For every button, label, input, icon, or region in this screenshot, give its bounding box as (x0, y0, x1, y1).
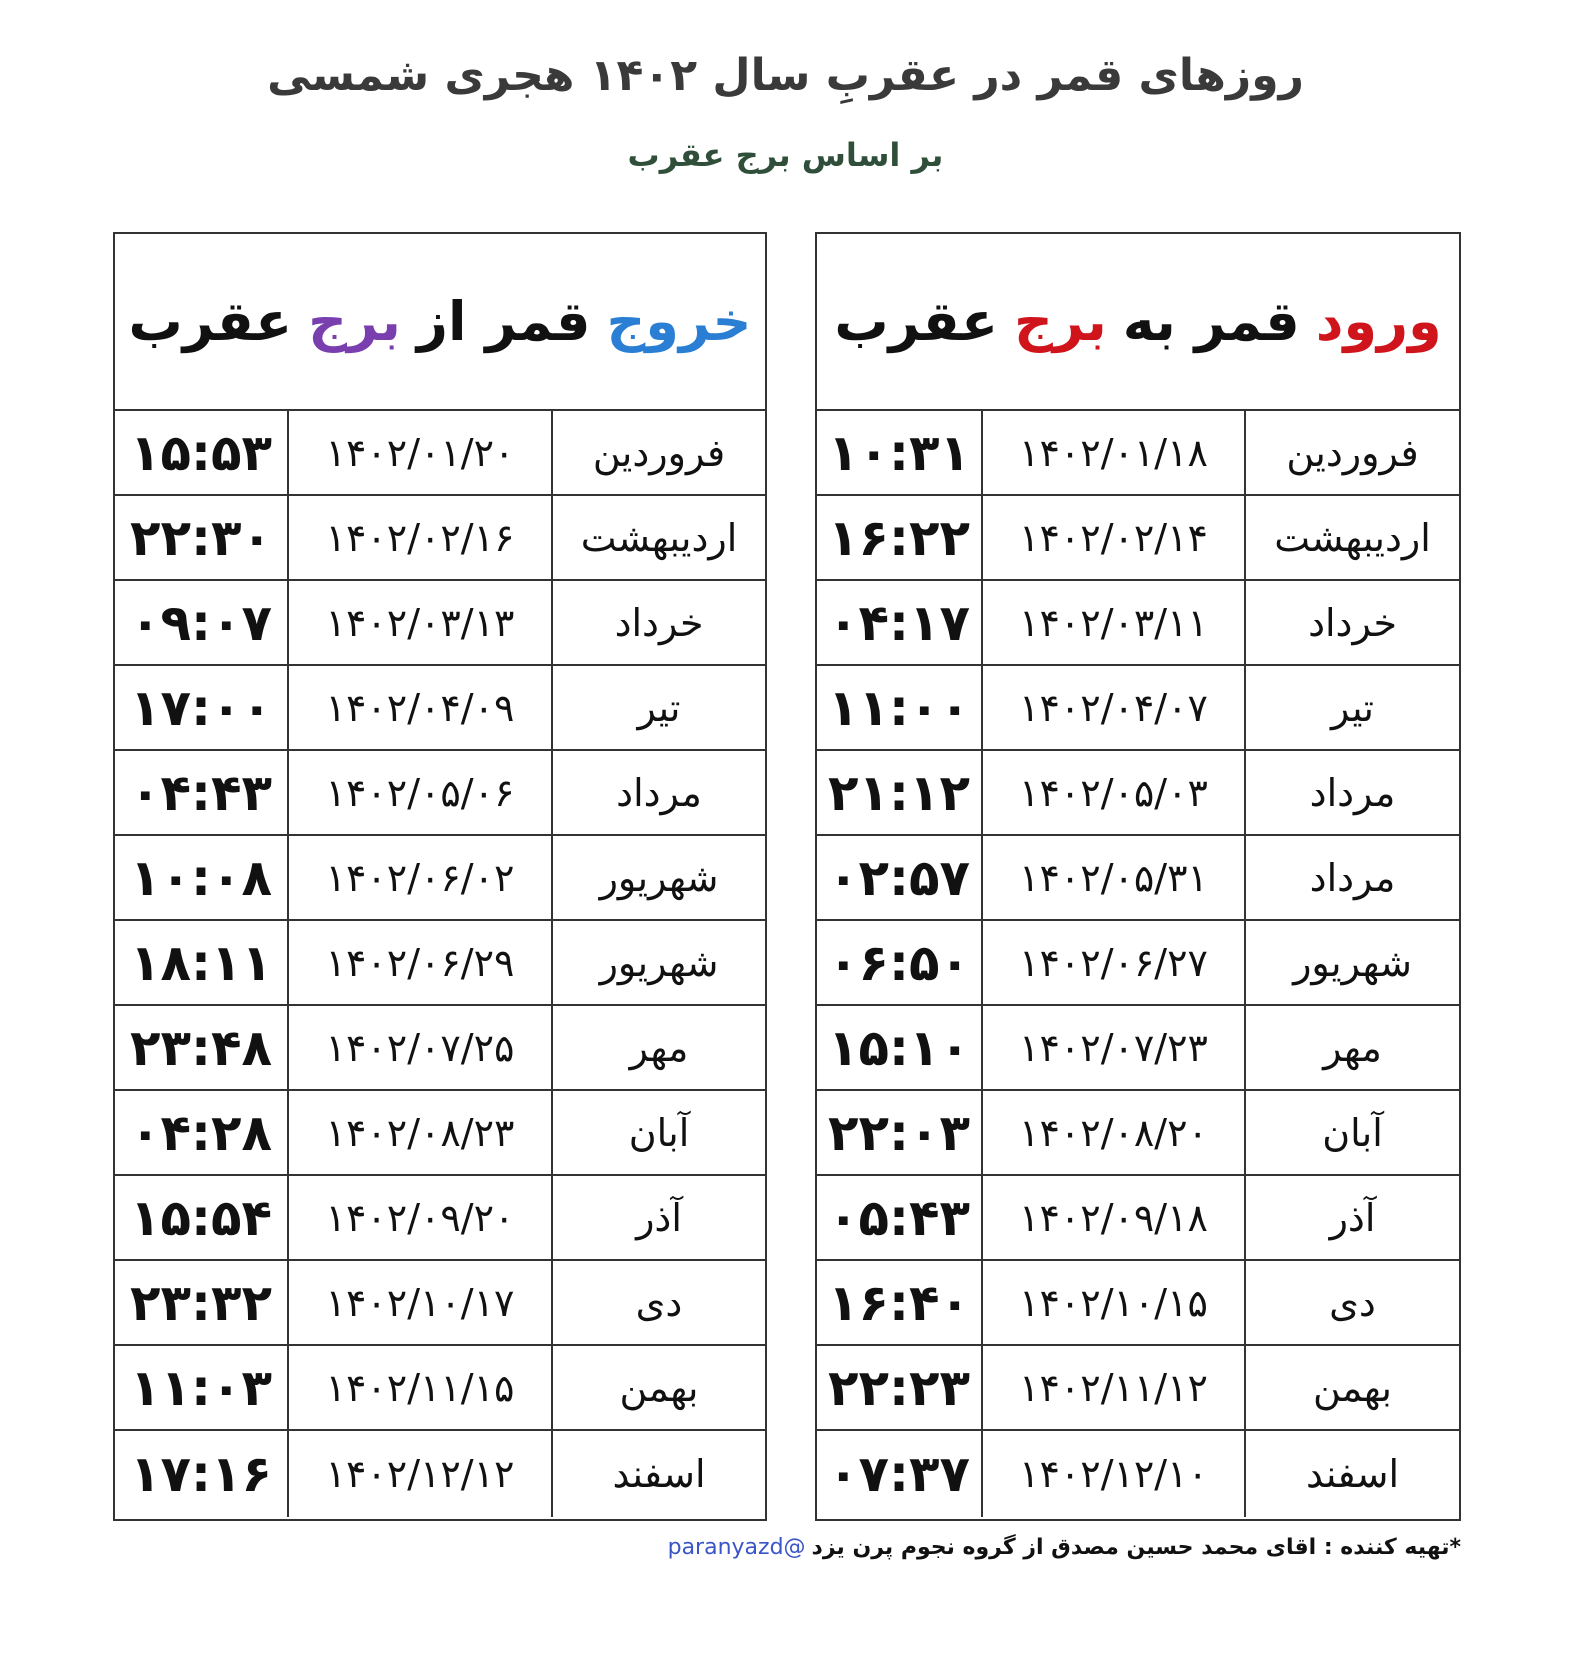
social-handle: @paranyazd (667, 1535, 806, 1560)
date-cell: ۱۴۰۲/۰۷/۲۳ (981, 1006, 1244, 1089)
time-cell: ۲۲:۳۰ (129, 508, 273, 567)
time-cell: ۰۴:۲۸ (129, 1103, 273, 1162)
date-cell: ۱۴۰۲/۰۷/۲۵ (287, 1006, 551, 1089)
entry-table-heading (817, 234, 1459, 411)
time-cell: ۲۳:۳۲ (129, 1273, 273, 1332)
date-cell: ۱۴۰۲/۰۵/۰۳ (981, 751, 1244, 834)
month-cell: بهمن (1244, 1346, 1459, 1429)
date-cell: ۱۴۰۲/۰۶/۰۲ (287, 836, 551, 919)
exit-table (113, 232, 767, 1521)
table-row (817, 921, 1459, 1006)
month-cell: مهر (1244, 1006, 1459, 1089)
page-title: روزهای قمر در عقربِ سال ۱۴۰۲ هجری شمسی (267, 50, 1304, 101)
table-row (817, 411, 1459, 496)
month-cell: شهریور (1244, 921, 1459, 1004)
date-cell: ۱۴۰۲/۰۶/۲۹ (287, 921, 551, 1004)
time-cell: ۲۱:۱۲ (827, 763, 971, 822)
date-cell: ۱۴۰۲/۰۲/۱۶ (287, 496, 551, 579)
table-row (817, 581, 1459, 666)
time-cell: ۱۷:۱۶ (129, 1445, 273, 1503)
time-cell: ۰۷:۳۷ (827, 1445, 971, 1503)
date-cell: ۱۴۰۲/۰۸/۲۳ (287, 1091, 551, 1174)
table-row (817, 836, 1459, 921)
table-row (817, 666, 1459, 751)
table-row (115, 1431, 765, 1517)
time-cell: ۱۵:۵۳ (129, 423, 273, 482)
time-cell: ۲۲:۰۳ (827, 1103, 971, 1162)
month-cell: خرداد (551, 581, 765, 664)
table-row (115, 496, 765, 581)
exit-heading-word: عقرب (128, 290, 293, 353)
table-row (115, 751, 765, 836)
exit-table-heading (115, 234, 765, 411)
footer-credit (668, 1535, 1461, 1560)
time-cell: ۱۸:۱۱ (129, 933, 273, 992)
entry-heading-word: عقرب (834, 290, 998, 353)
date-cell: ۱۴۰۲/۱۲/۱۲ (287, 1431, 551, 1517)
date-cell: ۱۴۰۲/۰۴/۰۹ (287, 666, 551, 749)
exit-table-rows (115, 411, 765, 1517)
page-subtitle: بر اساس برج عقرب (627, 136, 944, 174)
entry-table (815, 232, 1461, 1521)
month-cell: اردیبهشت (551, 496, 765, 579)
date-cell: ۱۴۰۲/۱۱/۱۵ (287, 1346, 551, 1429)
month-cell: آبان (1244, 1091, 1459, 1174)
time-cell: ۲۲:۲۳ (827, 1358, 971, 1417)
time-cell: ۰۲:۵۷ (827, 848, 971, 907)
time-cell: ۱۰:۳۱ (827, 423, 971, 482)
month-cell: شهریور (551, 921, 765, 1004)
month-cell: اسفند (551, 1431, 765, 1517)
time-cell: ۰۶:۵۰ (827, 933, 971, 992)
time-cell: ۲۳:۴۸ (129, 1018, 273, 1077)
table-row (817, 751, 1459, 836)
month-cell: خرداد (1244, 581, 1459, 664)
date-cell: ۱۴۰۲/۰۹/۲۰ (287, 1176, 551, 1259)
entry-heading-word: قمر به (1122, 290, 1300, 353)
table-row (115, 1091, 765, 1176)
entry-table-rows (817, 411, 1459, 1517)
table-row (817, 1091, 1459, 1176)
date-cell: ۱۴۰۲/۰۱/۱۸ (981, 411, 1244, 494)
date-cell: ۱۴۰۲/۰۵/۰۶ (287, 751, 551, 834)
table-row (115, 1346, 765, 1431)
exit-heading-word: قمر از (416, 290, 591, 353)
month-cell: مرداد (1244, 836, 1459, 919)
date-cell: ۱۴۰۲/۰۸/۲۰ (981, 1091, 1244, 1174)
table-row (817, 1006, 1459, 1091)
table-row (115, 411, 765, 496)
entry-heading-word: برج (1013, 290, 1107, 353)
table-row (817, 1431, 1459, 1517)
date-cell: ۱۴۰۲/۰۴/۰۷ (981, 666, 1244, 749)
time-cell: ۱۶:۲۲ (827, 508, 971, 567)
time-cell: ۰۴:۴۳ (129, 763, 273, 822)
table-row (115, 666, 765, 751)
month-cell: آبان (551, 1091, 765, 1174)
table-row (115, 1261, 765, 1346)
time-cell: ۱۵:۵۴ (129, 1188, 273, 1247)
table-row (115, 921, 765, 1006)
exit-heading-word: برج (308, 290, 401, 353)
month-cell: مرداد (1244, 751, 1459, 834)
month-cell: مرداد (551, 751, 765, 834)
table-row (115, 1006, 765, 1091)
month-cell: شهریور (551, 836, 765, 919)
time-cell: ۰۵:۴۳ (827, 1188, 971, 1247)
credit-text: *تهیه کننده : اقای محمد حسین مصدق از گروه نجوم پرن یزد (811, 1535, 1461, 1560)
table-row (817, 1176, 1459, 1261)
month-cell: دی (1244, 1261, 1459, 1344)
month-cell: دی (551, 1261, 765, 1344)
date-cell: ۱۴۰۲/۰۱/۲۰ (287, 411, 551, 494)
month-cell: مهر (551, 1006, 765, 1089)
date-cell: ۱۴۰۲/۱۰/۱۵ (981, 1261, 1244, 1344)
table-row (115, 581, 765, 666)
entry-heading-word: ورود (1315, 290, 1442, 353)
time-cell: ۱۱:۰۰ (827, 678, 971, 737)
month-cell: آذر (1244, 1176, 1459, 1259)
date-cell: ۱۴۰۲/۱۰/۱۷ (287, 1261, 551, 1344)
table-row (817, 1261, 1459, 1346)
table-row (115, 836, 765, 921)
time-cell: ۱۵:۱۰ (827, 1018, 971, 1077)
time-cell: ۱۱:۰۳ (129, 1358, 273, 1417)
date-cell: ۱۴۰۲/۰۲/۱۴ (981, 496, 1244, 579)
month-cell: اردیبهشت (1244, 496, 1459, 579)
exit-heading-word: خروج (606, 290, 752, 353)
month-cell: تیر (1244, 666, 1459, 749)
month-cell: اسفند (1244, 1431, 1459, 1517)
date-cell: ۱۴۰۲/۰۳/۱۳ (287, 581, 551, 664)
date-cell: ۱۴۰۲/۰۹/۱۸ (981, 1176, 1244, 1259)
date-cell: ۱۴۰۲/۱۱/۱۲ (981, 1346, 1244, 1429)
table-row (817, 496, 1459, 581)
date-cell: ۱۴۰۲/۰۶/۲۷ (981, 921, 1244, 1004)
table-row (817, 1346, 1459, 1431)
table-row (115, 1176, 765, 1261)
date-cell: ۱۴۰۲/۰۵/۳۱ (981, 836, 1244, 919)
date-cell: ۱۴۰۲/۱۲/۱۰ (981, 1431, 1244, 1517)
time-cell: ۰۹:۰۷ (129, 593, 273, 652)
month-cell: آذر (551, 1176, 765, 1259)
month-cell: فروردین (551, 411, 765, 494)
date-cell: ۱۴۰۲/۰۳/۱۱ (981, 581, 1244, 664)
time-cell: ۱۰:۰۸ (129, 848, 273, 907)
month-cell: تیر (551, 666, 765, 749)
time-cell: ۰۴:۱۷ (827, 593, 971, 652)
time-cell: ۱۷:۰۰ (129, 678, 273, 737)
time-cell: ۱۶:۴۰ (827, 1273, 971, 1332)
month-cell: فروردین (1244, 411, 1459, 494)
month-cell: بهمن (551, 1346, 765, 1429)
